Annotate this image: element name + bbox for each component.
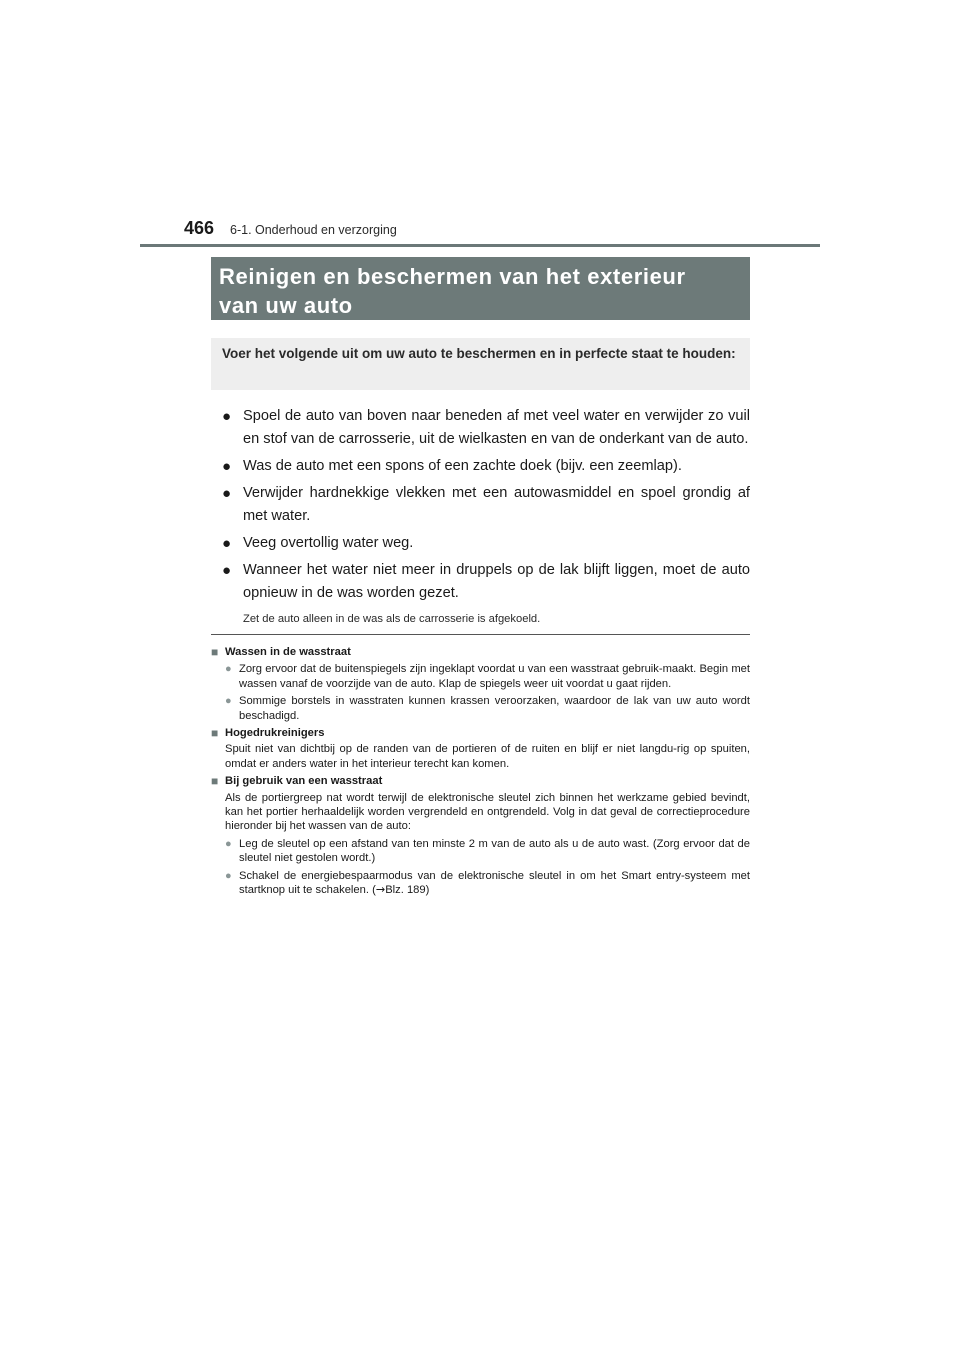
- note-paragraph: Als de portiergreep nat wordt terwijl de elektronische sleutel zich binnen het werkzame gebied bevindt, kan het portier herhaaldelijk worden vergrendeld en ontgrendeld. Volg in dat geval de correctieprocedure hieronder bij het wassen van de auto:: [225, 791, 750, 833]
- square-icon: ■: [211, 774, 219, 789]
- list-item-text: Verwijder hardnekkige vlekken met een autowasmiddel en spoel grondig af met water.: [243, 485, 750, 524]
- list-item: [222, 559, 750, 605]
- page-reference-link[interactable]: Blz. 189): [385, 884, 430, 897]
- bullet-icon: ●: [222, 408, 232, 425]
- note-heading-text: Bij gebruik van een wasstraat: [225, 775, 383, 788]
- list-item: [222, 455, 750, 478]
- note-item: [211, 869, 750, 898]
- section-divider: [211, 634, 750, 635]
- list-item: [222, 405, 750, 451]
- note-heading-text: Hogedrukreinigers: [225, 727, 325, 740]
- arrow-right-icon: →: [375, 883, 386, 897]
- bullet-icon: ●: [222, 485, 232, 502]
- bullet-icon: ●: [222, 562, 232, 579]
- page-header: [184, 214, 824, 248]
- section-title: 6-1. Onderhoud en verzorging: [230, 223, 397, 237]
- intro-box: [211, 338, 750, 390]
- notes-section: [211, 642, 750, 898]
- note-heading-wasstraat: [211, 645, 750, 659]
- header-rule: [140, 244, 820, 247]
- intro-text: Voer het volgende uit om uw auto te beschermen en in perfecte staat te houden:: [222, 346, 736, 361]
- page-title-line-2: van uw auto: [219, 293, 353, 318]
- note-heading-hogedruk: [211, 726, 750, 740]
- note-paragraph: Spuit niet van dichtbij op de randen van de portieren of de ruiten en blijf er niet langdu-rig op spuiten, omdat er anders water in het interieur terecht kan komen.: [225, 743, 750, 770]
- main-list: [222, 405, 750, 627]
- page-title: [211, 257, 750, 320]
- note-heading-text: Wassen in de wasstraat: [225, 646, 351, 658]
- note-item: [211, 837, 750, 866]
- bullet-icon: ●: [225, 869, 232, 882]
- bullet-icon: ●: [222, 458, 232, 475]
- square-icon: ■: [211, 726, 219, 741]
- note-item-text: Leg de sleutel op een afstand van ten minste 2 m van de auto als u de auto wast. (Zorg ervoor dat de sleutel niet gestolen wordt.): [239, 837, 750, 865]
- square-icon: ■: [211, 645, 219, 659]
- main-note: Zet de auto alleen in de was als de carrosserie is afgekoeld.: [243, 613, 541, 625]
- list-item-text: Wanneer het water niet meer in druppels op de lak blijft liggen, moet de auto opnieuw in de was worden gezet.: [243, 562, 750, 601]
- note-item: [211, 662, 750, 691]
- list-item: [222, 532, 750, 555]
- note-item-text: Zorg ervoor dat de buitenspiegels zijn ingeklapt voordat u van een wasstraat gebruik-maakt. Begin met wassen vanaf de voorzijde van de auto. Klap de spiegels weer uit voordat u gaat rijden.: [239, 663, 750, 690]
- list-item-text: Was de auto met een spons of een zachte doek (bijv. een zeemlap).: [243, 458, 682, 474]
- page-title-line-1: Reinigen en beschermen van het exterieur: [219, 264, 686, 289]
- list-item-text: Veeg overtollig water weg.: [243, 535, 414, 551]
- note-item: [211, 694, 750, 723]
- bullet-icon: ●: [225, 663, 232, 676]
- page-number: 466: [184, 218, 215, 238]
- bullet-icon: ●: [225, 837, 232, 850]
- list-item-text: Spoel de auto van boven naar beneden af met veel water en verwijder zo vuil en stof van de carrosserie, uit de wielkasten en van de onderkant van de auto.: [243, 408, 750, 447]
- bullet-icon: ●: [225, 695, 232, 708]
- list-item: [222, 482, 750, 528]
- note-item-text: Sommige borstels in wasstraten kunnen krassen veroorzaken, waardoor de lak van uw auto wordt beschadigd.: [239, 695, 750, 722]
- bullet-icon: ●: [222, 535, 232, 552]
- note-heading-gebruik: [211, 774, 750, 788]
- note-item-text: Schakel de energiebespaarmodus van de elektronische sleutel in om het Smart entry-systeem met startknop uit te schakelen. (: [239, 869, 750, 897]
